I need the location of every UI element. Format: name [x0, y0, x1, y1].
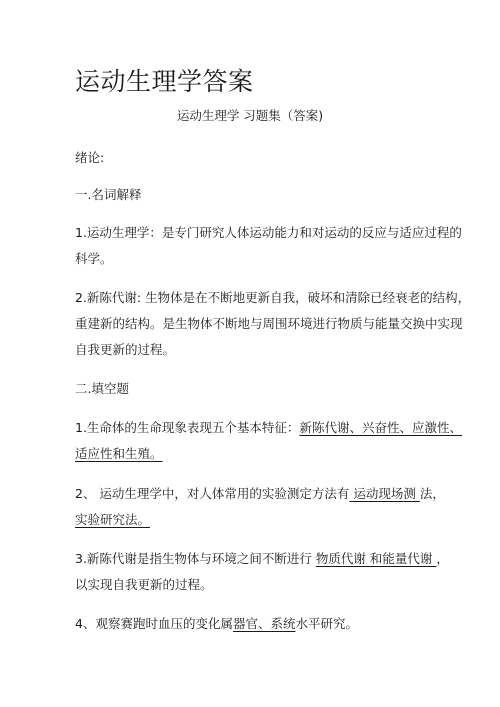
fill-in-3-suffix: ， [436, 551, 449, 566]
fill-in-4-question: 4、观察赛跑时血压的变化属 [75, 616, 233, 631]
fill-in-3-answer: 物质代谢 和能量代谢 [315, 551, 437, 566]
intro-heading: 绪论: [75, 150, 105, 165]
definition-1-line-2: 科学。 [75, 251, 113, 266]
fill-in-4-answer: 器官、系统 [232, 616, 296, 631]
fill-in-1-answer-cont: 适应性和生殖。 [75, 446, 163, 461]
fill-in-3-question: 3.新陈代谢是指生物体与环境之间不断进行 [75, 551, 316, 566]
fill-in-2-line-2 [75, 510, 150, 528]
fill-in-2-answer-cont: 实验研究法。 [75, 512, 151, 527]
fill-in-1-line-2 [75, 444, 163, 462]
fill-in-3-line-2: 以实现自我更新的过程。 [75, 577, 213, 592]
fill-in-4-suffix: 水平研究。 [295, 616, 358, 631]
fill-in-2-suffix: 法， [419, 486, 445, 501]
definition-2-line-2: 重建新的结构。是生物体不断地与周围环境进行物质与能量交换中实现 [75, 316, 463, 331]
document-title: 运动生理学答案 [75, 67, 254, 96]
fill-in-2-answer: 运动现场测 [349, 486, 420, 501]
definition-2-line-3: 自我更新的过程。 [75, 342, 176, 357]
fill-in-2-question: 2、 运动生理学中，对人体常用的实验测定方法有 [75, 486, 350, 501]
document-subtitle: 运动生理学 习题集（答案) [176, 108, 324, 123]
fill-in-1-question: 1.生命体的生命现象表现五个基本特征： [75, 420, 300, 435]
section-heading-fill-in: 二.填空题 [75, 381, 129, 396]
fill-in-4-line-1 [75, 614, 358, 632]
fill-in-1-line-1 [75, 418, 462, 436]
fill-in-2-line-1 [75, 484, 445, 502]
fill-in-3-line-1 [75, 549, 449, 567]
definition-2-line-1: 2.新陈代谢: 生物体是在不断地更新自我，破坏和清除已经衰老的结构， [75, 290, 471, 305]
fill-in-1-answer: 新陈代谢、兴奋性、应激性、 [299, 420, 462, 435]
definition-1-line-1: 1.运动生理学：是专门研究人体运动能力和对运动的反应与适应过程的 [75, 225, 462, 240]
section-heading-definitions: 一.名词解释 [75, 187, 142, 202]
